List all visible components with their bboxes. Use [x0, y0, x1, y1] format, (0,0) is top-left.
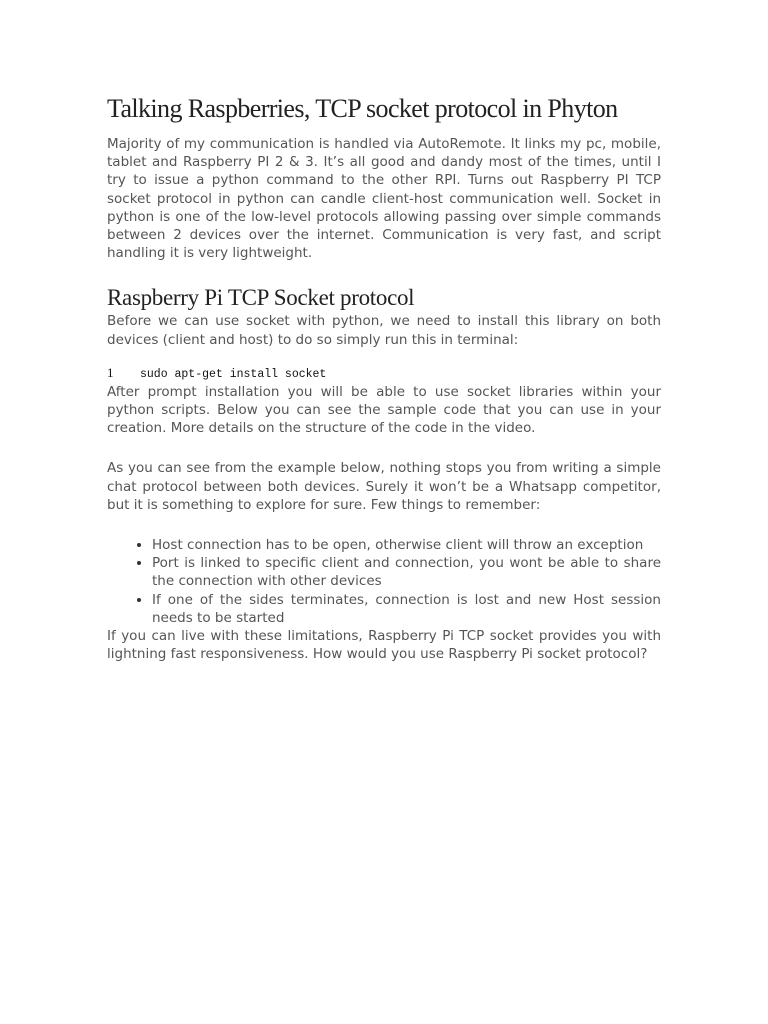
bullet-list [107, 536, 661, 627]
list-item: • Host connection has to be open, otherwise client will throw an exception [152, 536, 661, 554]
list-item: • If one of the sides terminates, connection is lost and new Host session needs to be started [152, 591, 661, 627]
document-page [107, 92, 661, 663]
conclusion-paragraph: If you can live with these limitations, Raspberry Pi TCP socket provides you with lightning fast responsiveness. How would you use Raspberry Pi socket protocol? [107, 628, 661, 663]
after-code-paragraph: After prompt installation you will be able to use socket libraries within your python scripts. Below you can see the sample code that you can use in your creation. More details on the structure of the code in the video. [107, 383, 661, 437]
intro-paragraph: Majority of my communication is handled via AutoRemote. It links my pc, mobile, tablet and Raspberry PI 2 & 3. It’s all good and dandy most of the times, until I try to issue a python command to the other RPI. Turns out Raspberry PI TCP socket protocol in python can candle client-host communication well. Socket in python is one of the low-level protocols allowing passing over simple commands between 2 devices over the internet. Communication is very fast, and script handling it is very lightweight. [107, 136, 661, 262]
section-heading: Raspberry Pi TCP Socket protocol [107, 285, 415, 311]
code-line-number: 1 [107, 364, 114, 380]
section-intro-paragraph: Before we can use socket with python, we need to install this library on both devices (client and host) to do so simply run this in terminal: [107, 313, 661, 348]
list-item: • Port is linked to specific client and connection, you wont be able to share the connection with other devices [152, 554, 661, 590]
code-block [107, 365, 661, 383]
example-intro-paragraph: As you can see from the example below, nothing stops you from writing a simple chat protocol between both devices. Surely it won’t be a Whatsapp competitor, but it is something to explore for sure. Few things to remember: [107, 460, 661, 513]
page-title: Talking Raspberries, TCP socket protocol in Phyton [107, 94, 618, 123]
code-command: sudo apt-get install socket [140, 367, 327, 381]
